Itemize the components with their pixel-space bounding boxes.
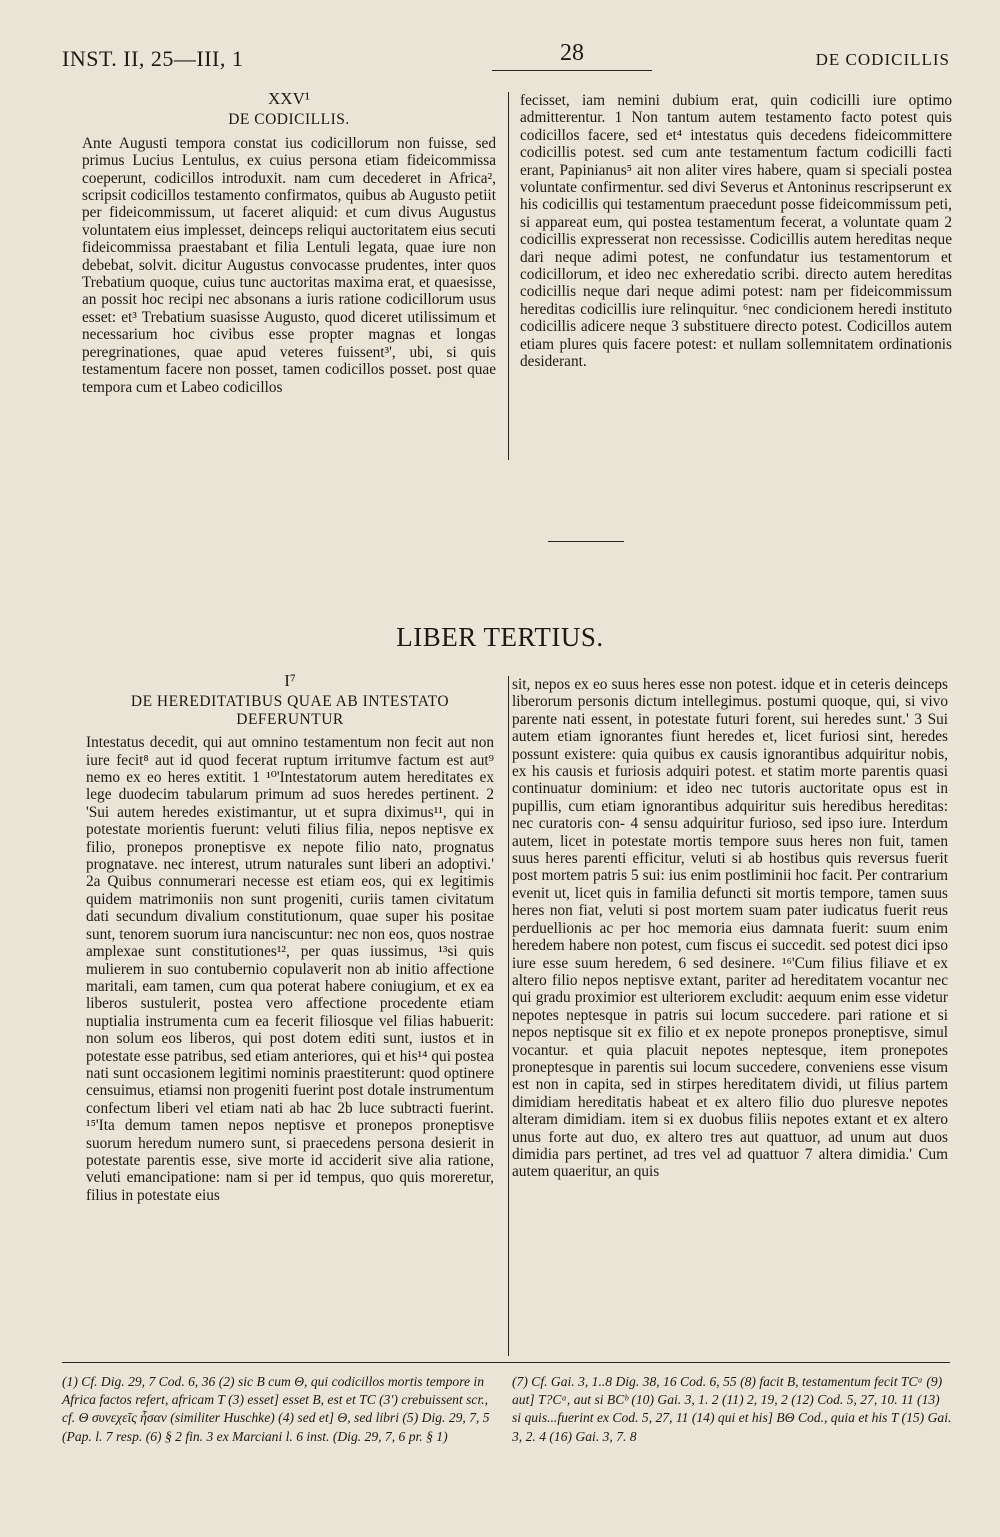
section-number: XXV¹ bbox=[268, 89, 310, 108]
column-divider bbox=[508, 676, 509, 1356]
upper-left-column bbox=[82, 90, 496, 396]
upper-right-column bbox=[520, 92, 952, 371]
header-rule bbox=[492, 70, 652, 71]
column-divider bbox=[508, 92, 509, 460]
body-text: sit, nepos ex eo suus heres esse non potest. idque et in ceteris deinceps liberorum personis dictum intellegimus. postumi quoque, qui, si vivo parente nati essent, in potestate futuri forent, sui heredes sunt.' 3 Sui autem etiam ignorantes fiunt heredes et, licet furiosi sint, heredes possunt existere: quia quibus ex causis ignorantibus adquiritur nobis, ex his causis et furiosis adquiri potest. et statim morte parentis quasi continuatur dominium: et ideo nec tutoris auctoritate opus est in pupillis, cum etiam ignorantibus adquiritur suis heredibus hereditas: nec curatoris con- 4 sensu adquiritur furioso, sed ipso iure. Interdum autem, licet in potestate mortis tempore suus heres non fuit, tamen suus heres parenti efficitur, veluti si ab hostibus quis reversus fuerit post mortem patris 5 sui: ius enim postliminii hoc facit. Per contrarium evenit ut, licet quis in familia defuncti sit mortis tempore, tamen suus heres non fiat, veluti si post mortem suam pater iudicatus fuerit reus perduellionis ac per hoc memoria eius damnata fuerit: suum enim heredem habere non potest, cum fiscus ei succedit. sed potest dici ipso iure esse suum heredem, 6 sed desinere. ¹⁶'Cum filius filiave et ex altero filio nepos neptisve extant, pariter ad hereditatem vocantur nec qui gradu proximior est ulteriorem excludit: aequum enim esse videtur nepotes neptesque in patris sui locum succedere. pari ratione et si nepos neptisque sit ex filio et ex nepote pronepos proneptisve, simul vocantur. et quia placuit nepotes neptesque, item pronepotes proneptesque in parentis sui locum succedere, conveniens esse visum est non in capita, sed in stirpes hereditatem dividi, ut filius partem dimidiam hereditatis habeat et ex altero filio duo pluresve nepotes alteram dimidiam. item si ex duobus filiis nepotes extant et ex altero unus forte aut duo, ex altero tres aut quattuor, ad unum aut duos dimidia pars pertinet, ad tres vel ad quattuor 7 altera dimidia.' Cum autem quaeritur, an quis bbox=[512, 676, 948, 1181]
footnotes-right: (7) Cf. Gai. 3, 1..8 Dig. 38, 16 Cod. 6, 55 (8) facit B, testamentum fecit TCᵃ (9) aut] T?Cᵃ, aut si BCᵇ (10) Gai. 3, 1. 2 (11) 2, 19, 2 (12) Cod. 5, 27, 10. 11 (13) si quis...fuerint ex Cod. 5, 27, 11 (14) qui et his] BΘ Cod., quia et his T (15) Gai. 3, 2. 4 (16) Gai. 3, 7. 8 bbox=[512, 1374, 952, 1444]
header-title: DE CODICILLIS bbox=[815, 50, 950, 69]
body-text: Ante Augusti tempora constat ius codicillorum non fuisse, sed primus Lucius Lentulus, ex cuius persona etiam fideicommissa coeperunt, codicillos introduxit. nam cum decederet in Africa², scripsit codicillos testamento confirmatos, quibus ab Augusto petiit per fideicommissum, ut faceret aliquid: et cum divus Augustus voluntatem eius implesset, deinceps reliqui auctoritatem eius secuti fideicommissa praestabant et filia Lentuli legata, quae iure non debebat, solvit. dicitur Augustus convocasse prudentes, inter quos Trebatium quoque, cuius tunc auctoritas maxima erat, et quaesisse, an possit hoc recipi nec absonans a iuris ratione codicillorum usus esset: et³ Trebatium suasisse Augusto, quod diceret utilissimum et necessarium hoc civibus esse propter magnas et longas peregrinationes, quae apud veteres fuissent³', ubi, si quis testamentum facere non posset, tamen codicillos posset. post quae tempora cum et Labeo codicillos bbox=[82, 134, 496, 396]
lower-right-column bbox=[512, 676, 948, 1181]
book-title: LIBER TERTIUS. bbox=[396, 622, 604, 652]
section-divider bbox=[548, 541, 624, 542]
body-text: fecisset, iam nemini dubium erat, quin codicilli iure optimo admitterentur. 1 Non tantum autem testamento facto potest quis codicillos facere, sed et⁴ intestatus quis decedens fideicommittere codicillis potest. sed cum ante testamentum factum codicilli facti erant, Papinianus⁵ ait non aliter vires habere, quam si speciali postea voluntate confirmentur. sed divi Severus et Antoninus rescripserunt ex his codicillis qui testamentum praecedunt posse fideicommissum peti, si appareat eum, qui postea testamentum fecerat, a voluntate quam 2 codicillis expresserat non recessisse. Codicillis autem hereditas neque dari neque adimi potest, ne confundatur ius testamentorum et codicillorum, et ideo nec exheredatio scribi. directo autem hereditas codicillis neque dari neque adimi potest: nam per fideicommissum hereditas codicillis iure relinquitur. ⁶nec condicionem heredi instituto codicillis adicere neque 3 substituere directo potest. Codicillos autem etiam plures quis facere potest: et nullam sollemnitatem ordinationis desiderant. bbox=[520, 92, 952, 371]
section-title: DE CODICILLIS. bbox=[228, 111, 350, 129]
section-title: DE HEREDITATIBUS QUAE AB INTESTATO DEFERUNTUR bbox=[130, 693, 450, 728]
header-reference: INST. II, 25—III, 1 bbox=[62, 46, 244, 71]
body-text: Intestatus decedit, qui aut omnino testamentum non fecit aut non iure fecit⁸ aut id quod fecerat ruptum irritumve factum est aut⁹ nemo ex eo heres extitit. 1 ¹⁰'Intestatorum autem hereditates ex lege duodecim tabularum primum ad suos heredes pertinent. 2 'Sui autem heredes existimantur, ut et supra diximus¹¹, qui in potestate morientis fuerunt: veluti filius filia, nepos neptisve ex filio, pronepos proneptisve ex nepote filio nato, prognatus prognatave. nec interest, utrum naturales sunt liberi an adoptivi.' 2a Quibus connumerari necesse est etiam eos, qui ex legitimis quidem matrimoniis non sunt progeniti, curiis tamen civitatum dati secundum divalium constitutionum, quae super his positae sunt, tenorem suorum iura nanciscuntur: nec non eos, quos nostrae amplexae sunt constitutiones¹², per quas iussimus, ¹³si quis mulierem in suo contubernio copulaverit non ab initio affectione maritali, eam tamen, cum qua poterat habere coniugium, et ex ea liberos sustulerit, postea vero affectione procedente etiam nuptialia instrumenta cum ea fecerit filiosque vel filias habuerit: non solum eos liberos, qui post dotem editi sunt, iustos et in potestate esse patribus, sed etiam anteriores, qui et his¹⁴ qui postea nati sunt occasionem legitimi nominis praestiterunt: quod optinere censuimus, etiamsi non progeniti fuerint post dotale instrumentum confectum liberi vel etiam nati ab hac 2b luce subtracti fuerint. ¹⁵'Ita demum tamen nepos neptisve et pronepos proneptisve suorum heredum numero sunt, si praecedens persona desierit in potestate parentis esse, sive morte id acciderit sive alia ratione, veluti emancipatione: nam si per id tempus, quo quis moreretur, filius in potestate eius bbox=[86, 734, 494, 1204]
footnote-rule bbox=[62, 1362, 950, 1363]
lower-left-column bbox=[86, 672, 494, 1204]
section-number: I⁷ bbox=[284, 671, 296, 690]
running-header bbox=[62, 40, 950, 76]
page-number: 28 bbox=[560, 40, 584, 66]
footnotes-left: (1) Cf. Dig. 29, 7 Cod. 6, 36 (2) sic B cum Θ, qui codicillos mortis tempore in Africa factos refert, africam T (3) esset] esset B, est et TC (3') crebuissent scr., cf. Θ συνεχεῖς ἦσαν (similiter Huschke) (4) sed et] Θ, sed libri (5) Dig. 29, 7, 5 (Pap. l. 7 resp. (6) § 2 fin. 3 ex Marciani l. 6 inst. (Dig. 29, 7, 6 pr. § 1) bbox=[62, 1374, 490, 1444]
